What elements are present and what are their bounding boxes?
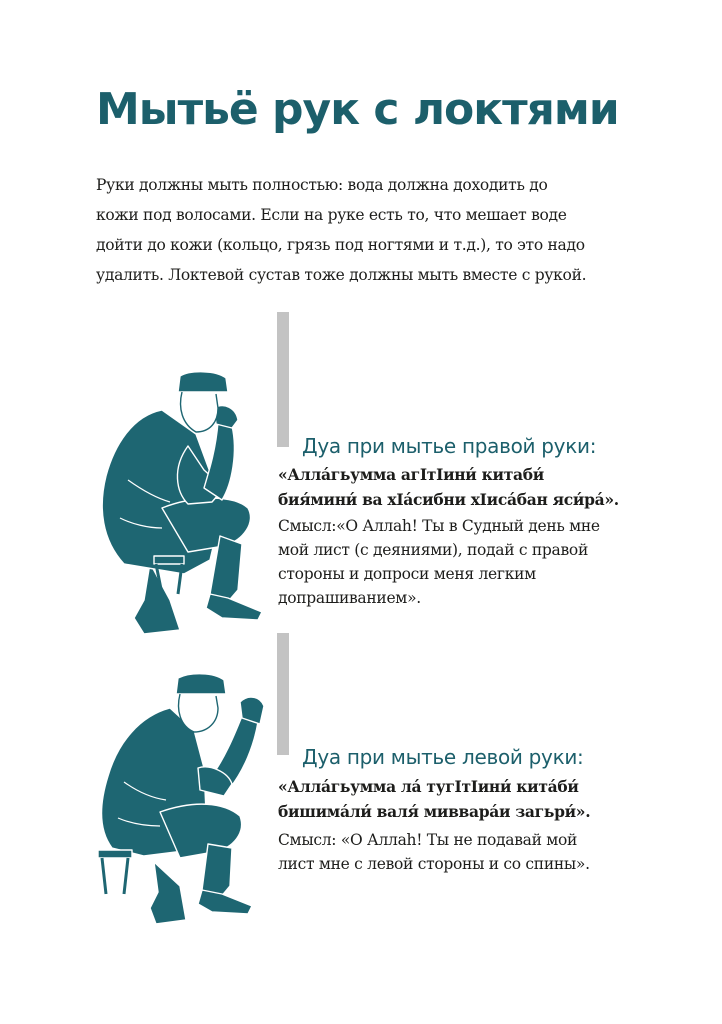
intro-line: удалить. Локтевой сустав тоже должны мыть вместе с рукой. xyxy=(96,266,587,284)
dua-transliteration-line: «Алла́гьумма агIтIини́ китаби́ xyxy=(278,465,544,484)
dua-transliteration-line: «Алла́гьумма ла́ тугIтIини́ кита́би́ xyxy=(278,777,579,796)
intro-line: дойти до кожи (кольцо, грязь под ногтями и т.д.), то это надо xyxy=(96,236,585,254)
dua-heading-left-hand: Дуа при мытье левой руки: xyxy=(302,745,584,769)
intro-line: Руки должны мыть полностью: вода должна доходить до xyxy=(96,176,548,194)
dua-transliteration xyxy=(278,774,678,824)
dua-meaning-line: стороны и допроси меня легким xyxy=(278,565,536,583)
dua-meaning-line: допрашиванием». xyxy=(278,589,421,607)
section-divider-bar xyxy=(277,633,289,755)
dua-meaning-line: лист мне с левой стороны и со спины». xyxy=(278,855,590,873)
dua-meaning-line: Смысл:«О Аллаh! Ты в Судный день мне xyxy=(278,517,600,535)
washing-right-arm-illustration xyxy=(92,368,267,638)
dua-transliteration-line: бия́мини́ ва хIа́сибни хIиса́бан яси́ра́». xyxy=(278,490,619,509)
dua-heading-right-hand: Дуа при мытье правой руки: xyxy=(302,434,597,458)
dua-transliteration xyxy=(278,462,678,512)
dua-meaning xyxy=(278,514,678,610)
dua-meaning-line: Смысл: «О Аллаh! Ты не подавай мой xyxy=(278,831,578,849)
dua-transliteration-line: бишима́ли́ валя́ миввара́и загьри́». xyxy=(278,802,591,821)
intro-line: кожи под волосами. Если на руке есть то, что мешает воде xyxy=(96,206,567,224)
section-divider-bar xyxy=(277,312,289,447)
washing-left-arm-illustration xyxy=(84,672,269,934)
page-title: Мытьё рук с локтями xyxy=(96,84,619,135)
dua-meaning-line: мой лист (с деяниями), подай с правой xyxy=(278,541,588,559)
intro-paragraph xyxy=(96,170,656,290)
dua-meaning xyxy=(278,828,678,876)
